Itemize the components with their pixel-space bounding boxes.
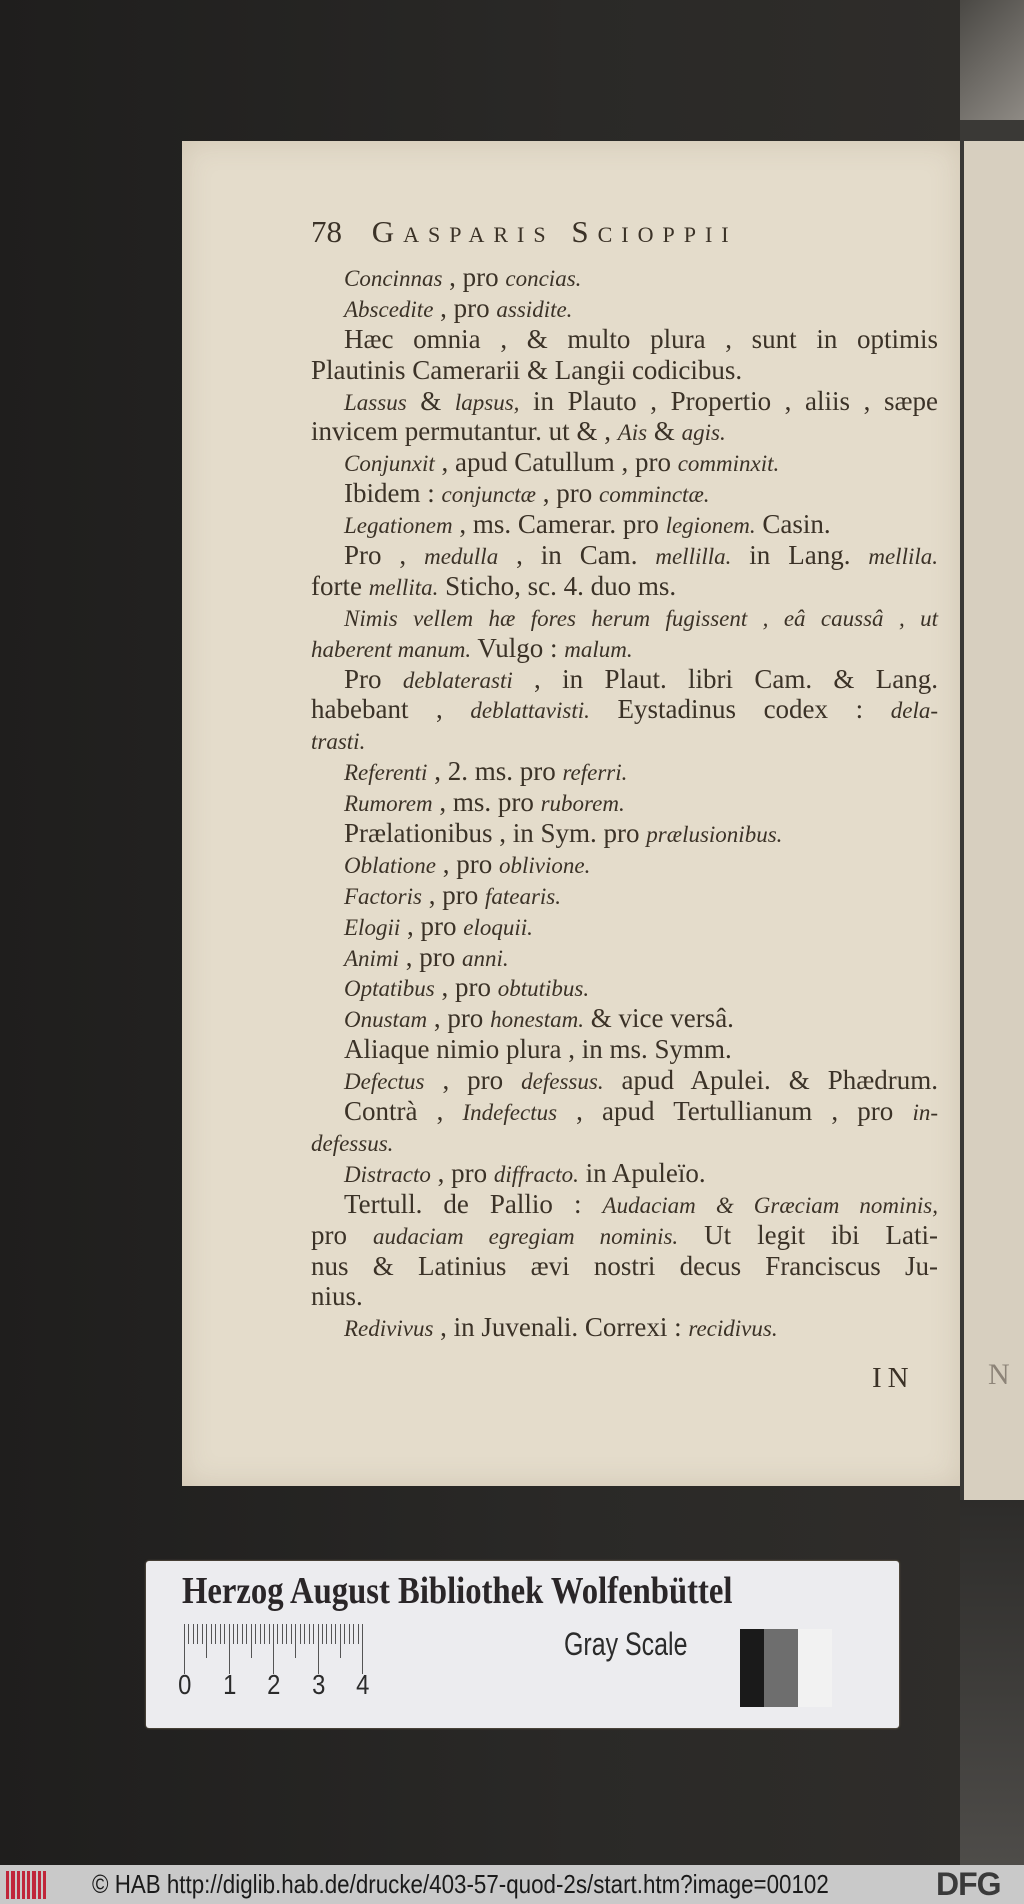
italic-text: Animi xyxy=(344,945,399,971)
hab-logo-icon xyxy=(6,1871,46,1899)
italic-text: Factoris xyxy=(344,883,422,909)
roman-text: Hæc omnia , & multo plura , sunt in optimis xyxy=(344,323,938,354)
roman-text: , pro xyxy=(398,941,462,972)
roman-text: nius. xyxy=(311,1281,363,1312)
roman-text: Eystadinus codex : xyxy=(589,694,891,725)
running-title: Gasparis Scioppii xyxy=(371,214,738,249)
gray-scale-label: Gray Scale xyxy=(564,1626,688,1662)
ruler-tick xyxy=(313,1624,314,1644)
text-line xyxy=(311,293,938,324)
ruler-tick xyxy=(304,1624,305,1644)
roman-text: & xyxy=(406,385,455,416)
page-number: 78 xyxy=(311,214,342,249)
ruler-tick xyxy=(224,1624,225,1644)
roman-text: in Lang. xyxy=(731,540,869,571)
ruler-tick xyxy=(286,1624,287,1644)
italic-text: Onustam xyxy=(344,1007,428,1033)
ruler-tick xyxy=(255,1624,256,1644)
ruler-tick xyxy=(206,1624,207,1658)
italic-text: recidivus. xyxy=(688,1316,778,1342)
ruler-tick xyxy=(184,1624,185,1674)
roman-text: Pro xyxy=(344,663,403,694)
scanner-frame-lower xyxy=(960,1500,1024,1865)
ruler-tick xyxy=(242,1624,243,1644)
italic-text: Defectus xyxy=(344,1069,425,1095)
roman-text: in Apuleïo. xyxy=(578,1157,706,1188)
text-line xyxy=(311,1003,938,1034)
ruler-number: 3 xyxy=(311,1669,325,1700)
text-line xyxy=(311,262,938,293)
roman-text: , in Juvenali. Correxi : xyxy=(433,1312,689,1343)
text-line xyxy=(311,1220,938,1251)
text-line xyxy=(311,972,938,1003)
roman-text: , pro xyxy=(430,1157,494,1188)
text-line xyxy=(311,725,938,756)
ruler-tick xyxy=(229,1624,230,1674)
ruler-tick xyxy=(233,1624,234,1644)
ruler-tick xyxy=(202,1624,203,1644)
text-line xyxy=(311,571,938,602)
text-line xyxy=(311,1034,938,1065)
text-line xyxy=(311,911,938,942)
roman-text: Tertull. de Pallio : xyxy=(344,1188,603,1219)
italic-text: mellita. xyxy=(368,574,439,600)
italic-text: assidite. xyxy=(496,296,573,322)
text-line xyxy=(311,694,938,725)
ruler-tick xyxy=(335,1624,336,1644)
gray-scale-patch xyxy=(740,1629,764,1707)
roman-text: & xyxy=(647,416,682,447)
italic-text: lapsus, xyxy=(454,389,520,415)
italic-text: Elogii xyxy=(344,914,401,940)
roman-text: , in Plaut. libri Cam. & Lang. xyxy=(512,663,938,694)
ruler-number: 2 xyxy=(267,1669,281,1700)
text-line xyxy=(311,1096,938,1127)
ruler-tick xyxy=(220,1624,221,1644)
roman-text: , pro xyxy=(424,1065,522,1096)
text-line xyxy=(311,1189,938,1220)
roman-text: , ms. Camerar. pro xyxy=(452,509,666,540)
italic-text: conjunctæ xyxy=(441,482,537,508)
roman-text: apud Apulei. & Phædrum. xyxy=(603,1065,938,1096)
barcode-bar xyxy=(27,1871,30,1899)
ruler-tick xyxy=(260,1624,261,1644)
barcode-bar xyxy=(43,1871,46,1899)
ruler-tick xyxy=(188,1624,189,1644)
footer-bar xyxy=(0,1865,1024,1904)
ruler-tick xyxy=(326,1624,327,1644)
ruler-tick xyxy=(291,1624,292,1644)
text-line xyxy=(311,355,938,386)
text-line xyxy=(311,1127,938,1158)
italic-text: Legationem xyxy=(344,513,453,539)
barcode-bar xyxy=(32,1871,35,1899)
roman-text: , pro xyxy=(536,478,600,509)
ruler-tick xyxy=(246,1624,247,1644)
text-line xyxy=(311,1158,938,1189)
ruler-tick xyxy=(251,1624,252,1658)
italic-text: Concinnas xyxy=(344,266,443,291)
next-page-sliver xyxy=(964,141,1024,1501)
ruler-number: 0 xyxy=(178,1669,192,1700)
italic-text: legionem. xyxy=(665,513,756,539)
page-header xyxy=(311,214,738,250)
roman-text: , pro xyxy=(436,848,499,879)
text-line xyxy=(311,416,938,447)
gray-scale-patch xyxy=(798,1629,832,1707)
barcode-bar xyxy=(22,1871,25,1899)
roman-text: , pro xyxy=(442,262,506,292)
next-page-fragment: N xyxy=(988,1358,1010,1391)
roman-text: Pro , xyxy=(344,540,425,571)
ruler-tick xyxy=(318,1624,319,1674)
italic-text: Nimis vellem hæ fores herum fugissent , eâ caussâ , ut xyxy=(344,605,938,631)
ruler-tick xyxy=(309,1624,310,1644)
ruler-tick xyxy=(295,1624,296,1658)
dfg-logo: DFG xyxy=(936,1866,1001,1902)
roman-text: Ibidem : xyxy=(344,478,442,509)
italic-text: comminctæ. xyxy=(599,482,710,508)
italic-text: dela- xyxy=(890,698,938,724)
italic-text: Audaciam & Græciam nominis, xyxy=(602,1192,938,1218)
ruler-tick xyxy=(300,1624,301,1644)
barcode-bar xyxy=(17,1871,20,1899)
italic-text: Lassus xyxy=(344,389,407,415)
barcode-bar xyxy=(6,1871,9,1899)
roman-text: Casin. xyxy=(755,509,831,540)
roman-text: , pro xyxy=(427,1003,491,1034)
ruler-tick xyxy=(358,1624,359,1644)
ruler-tick xyxy=(282,1624,283,1644)
italic-text: Rumorem xyxy=(344,791,433,817)
italic-text: fatearis. xyxy=(484,883,561,909)
text-line xyxy=(311,1251,938,1282)
barcode-bar xyxy=(38,1871,41,1899)
italic-text: in- xyxy=(912,1100,938,1126)
text-line xyxy=(311,324,938,355)
roman-text: , apud Catullum , pro xyxy=(434,447,678,478)
italic-text: oblivione. xyxy=(499,852,591,878)
roman-text: habebant , xyxy=(311,694,471,725)
italic-text: Indefectus xyxy=(462,1100,558,1126)
roman-text: invicem permutantur. ut & , xyxy=(311,416,618,447)
ruler-tick xyxy=(362,1624,363,1674)
roman-text: , pro xyxy=(400,910,464,941)
ruler-tick xyxy=(211,1624,212,1644)
roman-text: , pro xyxy=(433,292,497,323)
ruler-tick xyxy=(197,1624,198,1644)
ruler-tick xyxy=(277,1624,278,1644)
ruler-tick xyxy=(331,1624,332,1644)
italic-text: defessus. xyxy=(311,1130,394,1156)
roman-text: Plautinis Camerarii & Langii codicibus. xyxy=(311,354,743,385)
text-line xyxy=(311,787,938,818)
italic-text: deblattavisti. xyxy=(470,698,590,724)
roman-text: , ms. pro xyxy=(432,787,541,818)
gray-scale-patch xyxy=(764,1629,798,1707)
italic-text: eloquii. xyxy=(463,914,533,940)
roman-text: Vulgo : xyxy=(471,632,565,663)
italic-text: obtutibus. xyxy=(497,976,590,1002)
italic-text: Optatibus xyxy=(344,976,435,1002)
ruler-tick xyxy=(193,1624,194,1644)
ruler-tick xyxy=(322,1624,323,1644)
roman-text: , apud Tertullianum , pro xyxy=(557,1096,913,1127)
text-line xyxy=(311,509,938,540)
italic-text: trasti. xyxy=(311,729,366,755)
italic-text: Referenti xyxy=(344,760,428,786)
ruler-tick xyxy=(344,1624,345,1644)
text-line xyxy=(311,602,938,633)
text-line xyxy=(311,818,938,849)
italic-text: prælusionibus. xyxy=(646,822,783,848)
ruler-tick xyxy=(273,1624,274,1674)
text-line xyxy=(311,942,938,973)
italic-text: concias. xyxy=(505,266,582,291)
roman-text: Prælationibus , in Sym. pro xyxy=(344,818,647,849)
text-line xyxy=(311,664,938,695)
text-line xyxy=(311,447,938,478)
roman-text: Aliaque nimio plura , in ms. Symm. xyxy=(344,1034,732,1065)
italic-text: Ais xyxy=(617,420,648,446)
ruler-tick xyxy=(340,1624,341,1658)
copyright-url[interactable]: © HAB http://diglib.hab.de/drucke/403-57-quod-2s/start.htm?image=00102 xyxy=(92,1869,829,1899)
italic-text: mellila. xyxy=(868,544,938,570)
italic-text: ruborem. xyxy=(540,791,625,817)
roman-text: pro xyxy=(311,1219,373,1250)
page-body xyxy=(311,262,938,1343)
italic-text: deblaterasti xyxy=(402,667,513,693)
text-line xyxy=(311,756,938,787)
roman-text: Ut legit ibi Lati- xyxy=(678,1219,938,1250)
italic-text: mellilla. xyxy=(655,544,732,570)
roman-text: , in Cam. xyxy=(498,540,656,571)
roman-text: , 2. ms. pro xyxy=(427,756,563,787)
text-line xyxy=(311,1065,938,1096)
text-line xyxy=(311,1312,938,1343)
library-name: Herzog August Bibliothek Wolfenbüttel xyxy=(182,1570,733,1612)
italic-text: comminxit. xyxy=(677,451,780,477)
scanner-frame xyxy=(960,0,1024,120)
ruler-tick xyxy=(264,1624,265,1644)
italic-text: referri. xyxy=(562,760,628,786)
italic-text: Oblatione xyxy=(344,852,436,878)
ruler-number: 4 xyxy=(356,1669,370,1700)
italic-text: Distracto xyxy=(344,1161,431,1187)
italic-text: anni. xyxy=(461,945,509,971)
roman-text: in Plauto , Propertio , aliis , sæpe xyxy=(519,385,938,416)
italic-text: audaciam egregiam nominis. xyxy=(372,1223,679,1249)
italic-text: defessus. xyxy=(521,1069,604,1095)
italic-text: medulla xyxy=(424,544,499,570)
text-line xyxy=(311,540,938,571)
text-line xyxy=(311,478,938,509)
ruler-tick xyxy=(353,1624,354,1644)
ruler-number: 1 xyxy=(222,1669,236,1700)
italic-text: haberent manum. xyxy=(311,636,472,662)
text-line xyxy=(311,880,938,911)
italic-text: honestam. xyxy=(490,1007,584,1033)
text-line xyxy=(311,386,938,417)
italic-text: Abscedite xyxy=(344,296,434,322)
ruler-tick xyxy=(349,1624,350,1644)
roman-text: Sticho, sc. 4. duo ms. xyxy=(438,570,677,601)
roman-text: forte xyxy=(311,570,369,601)
catchword: IN xyxy=(872,1362,915,1394)
roman-text: & vice versâ. xyxy=(583,1003,734,1034)
barcode-bar xyxy=(11,1871,14,1899)
italic-text: agis. xyxy=(681,420,726,446)
italic-text: diffracto. xyxy=(493,1161,579,1187)
italic-text: Conjunxit xyxy=(344,451,435,477)
next-page-edge xyxy=(960,0,1024,1865)
roman-text: Contrà , xyxy=(344,1096,463,1127)
ruler-tick xyxy=(237,1624,238,1644)
ruler-tick xyxy=(215,1624,216,1644)
italic-text: malum. xyxy=(564,636,633,662)
roman-text: nus & Latinius ævi nostri decus Franciscus Ju- xyxy=(311,1250,938,1281)
text-line xyxy=(311,1281,938,1312)
color-reference-card xyxy=(146,1561,899,1728)
roman-text: , pro xyxy=(421,879,485,910)
text-line xyxy=(311,849,938,880)
text-line xyxy=(311,633,938,664)
roman-text: , pro xyxy=(434,972,498,1003)
ruler-tick xyxy=(269,1624,270,1644)
italic-text: Redivivus xyxy=(344,1316,434,1342)
